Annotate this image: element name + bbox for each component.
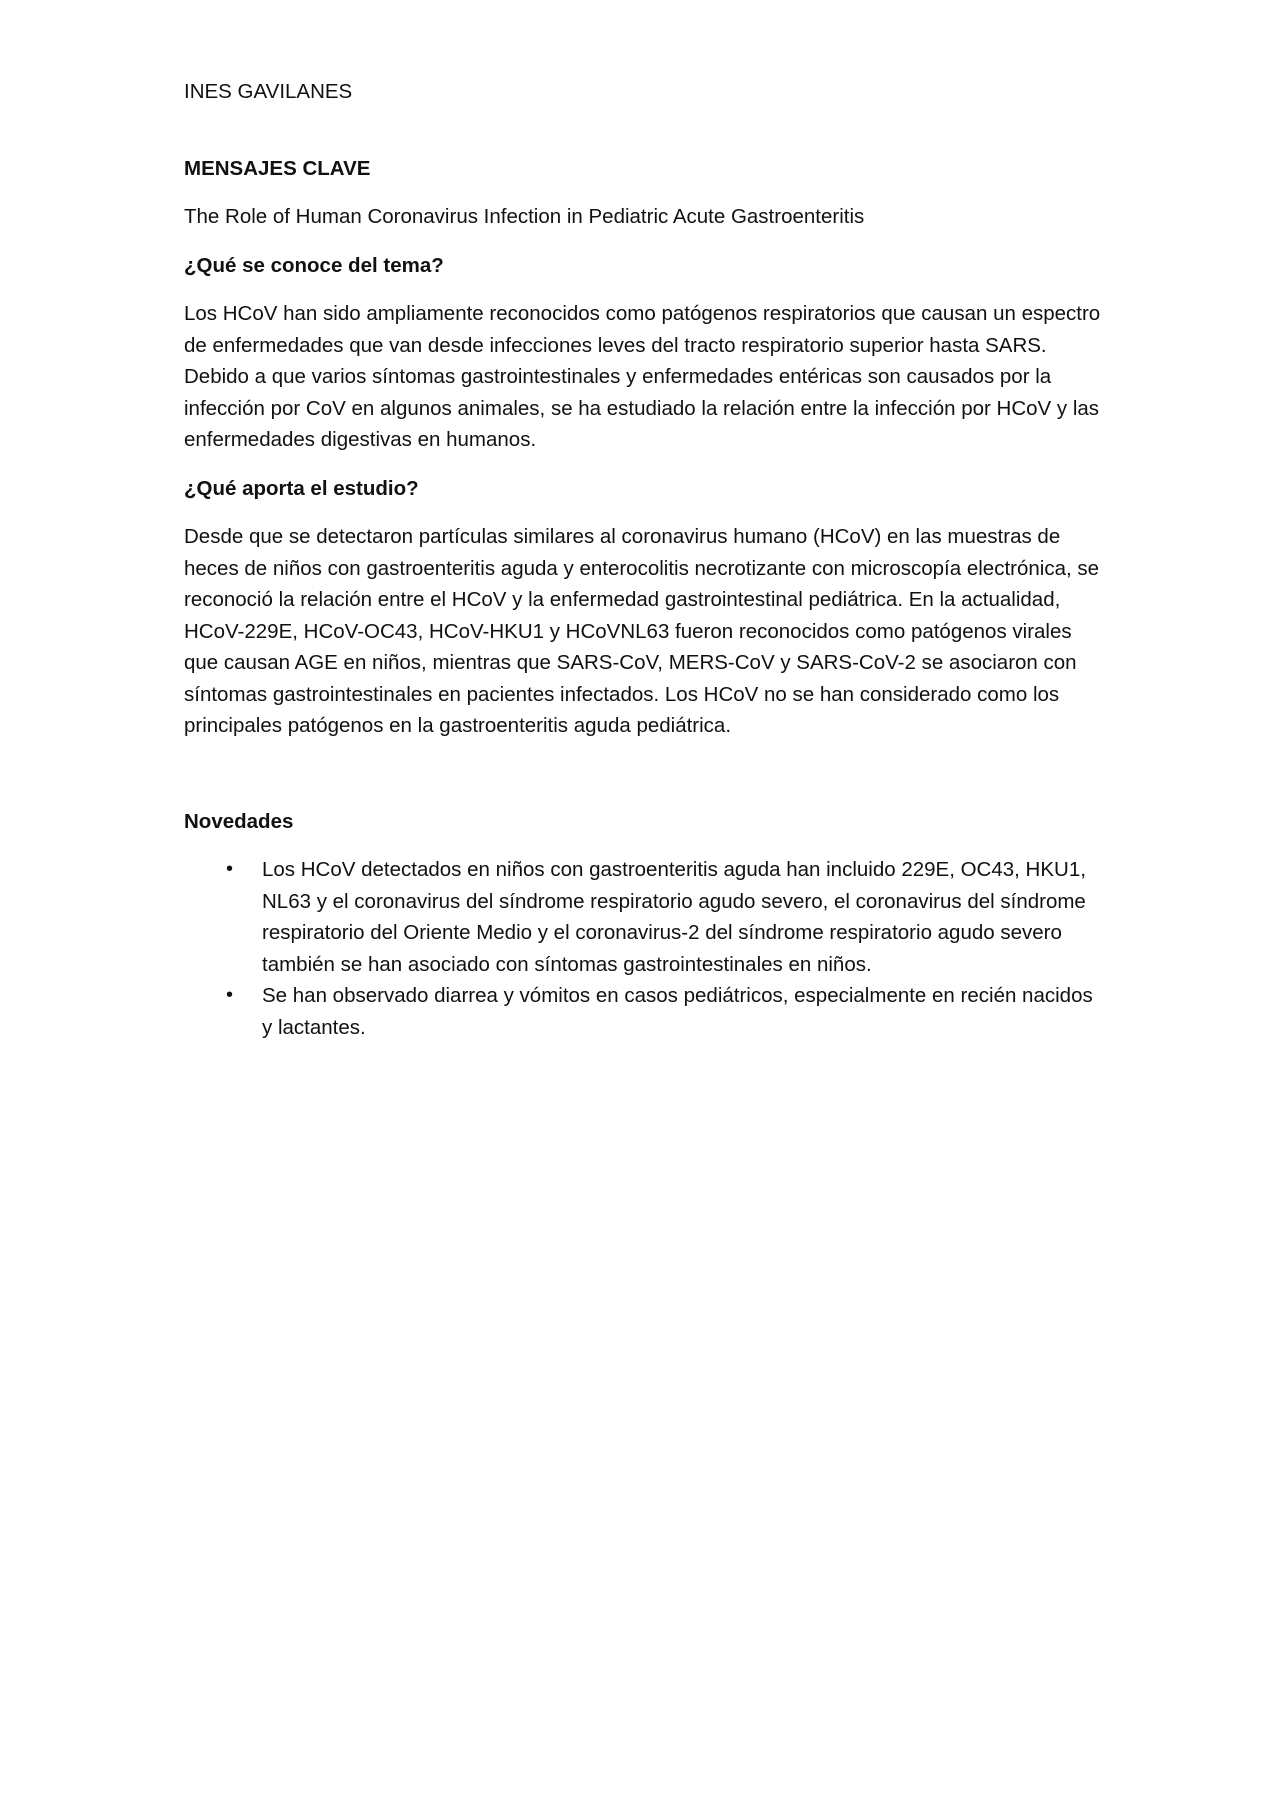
section-title: MENSAJES CLAVE	[184, 156, 371, 180]
list-item-text: Los HCoV detectados en niños con gastroenteritis aguda han incluido 229E, OC43, HKU1, NL63 y el coronavirus del síndrome respiratorio agudo severo, el coronavirus del síndrome respiratorio del Oriente Medio y el coronavirus-2 del síndrome respiratorio agudo severo también se han asociado con síntomas gastrointestinales en niños.	[262, 858, 1086, 976]
document-body	[184, 76, 1104, 1043]
novedades-heading: Novedades	[184, 809, 294, 833]
question-known-heading: ¿Qué se conoce del tema?	[184, 253, 444, 277]
bullet-icon: •	[226, 858, 234, 880]
question-contribution-paragraph: Desde que se detectaron partículas similares al coronavirus humano (HCoV) en las muestras de heces de niños con gastroenteritis aguda y enterocolitis necrotizante con microscopía electrónica, se reconoció la relación entre el HCoV y la enfermedad gastrointestinal pediátrica. En la actualidad, HCoV-229E, HCoV-OC43, HCoV-HKU1 y HCoVNL63 fueron reconocidos como patógenos virales que causan AGE en niños, mientras que SARS-CoV, MERS-CoV y SARS-CoV-2 se asociaron con síntomas gastrointestinales en pacientes infectados. Los HCoV no se han considerado como los principales patógenos en la gastroenteritis aguda pediátrica.	[184, 525, 1100, 737]
list-item	[184, 980, 1104, 1043]
list-item	[184, 854, 1104, 980]
bullet-icon: •	[226, 984, 234, 1006]
blank-line	[184, 759, 1104, 806]
list-item-text: Se han observado diarrea y vómitos en casos pediátricos, especialmente en recién nacidos y lactantes.	[262, 984, 1093, 1039]
author-name: INES GAVILANES	[184, 80, 353, 103]
novedades-list	[184, 854, 1104, 1043]
question-known-paragraph: Los HCoV han sido ampliamente reconocidos como patógenos respiratorios que causan un espectro de enfermedades que van desde infecciones leves del tracto respiratorio superior hasta SARS. Debido a que varios síntomas gastrointestinales y enfermedades entéricas son causados por la infección por CoV en algunos animales, se ha estudiado la relación entre la infección por HCoV y las enfermedades digestivas en humanos.	[184, 302, 1101, 451]
article-title: The Role of Human Coronavirus Infection in Pediatric Acute Gastroenteritis	[184, 205, 865, 228]
question-contribution-heading: ¿Qué aporta el estudio?	[184, 476, 419, 500]
